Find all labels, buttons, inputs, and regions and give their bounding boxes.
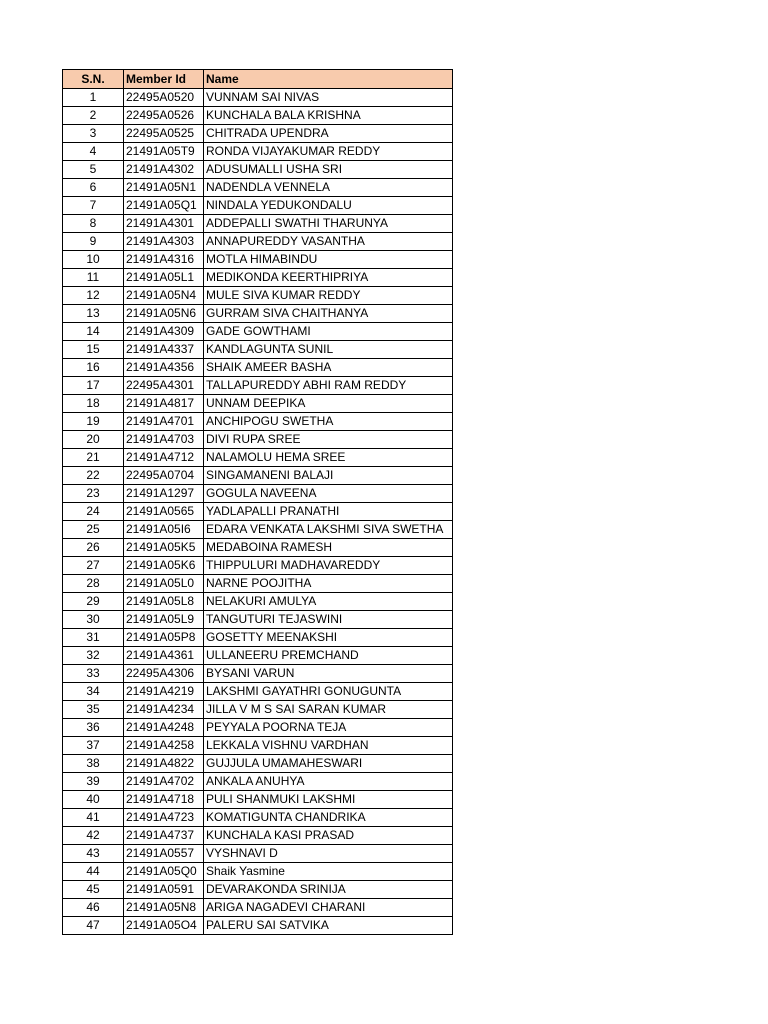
member-id-cell: 21491A0557	[124, 845, 204, 863]
table-row	[63, 863, 453, 881]
table-row	[63, 287, 453, 305]
member-id-cell: 21491A4316	[124, 251, 204, 269]
member-id-cell: 21491A05L1	[124, 269, 204, 287]
table-row	[63, 503, 453, 521]
table-row	[63, 809, 453, 827]
serial-number-cell: 26	[63, 539, 124, 557]
table-row	[63, 269, 453, 287]
serial-number-cell: 23	[63, 485, 124, 503]
name-cell: ANCHIPOGU SWETHA	[204, 413, 453, 431]
name-cell: SHAIK AMEER BASHA	[204, 359, 453, 377]
table-row	[63, 341, 453, 359]
name-cell: Shaik Yasmine	[204, 863, 453, 881]
member-id-cell: 22495A4301	[124, 377, 204, 395]
member-id-cell: 21491A4723	[124, 809, 204, 827]
name-cell: NINDALA YEDUKONDALU	[204, 197, 453, 215]
name-cell: PULI SHANMUKI LAKSHMI	[204, 791, 453, 809]
table-row	[63, 593, 453, 611]
serial-number-cell: 25	[63, 521, 124, 539]
member-id-cell: 21491A05N1	[124, 179, 204, 197]
table-row	[63, 449, 453, 467]
serial-number-cell: 14	[63, 323, 124, 341]
member-id-cell: 21491A4309	[124, 323, 204, 341]
serial-number-cell: 8	[63, 215, 124, 233]
member-id-cell: 21491A05K6	[124, 557, 204, 575]
name-cell: RONDA VIJAYAKUMAR REDDY	[204, 143, 453, 161]
serial-number-cell: 31	[63, 629, 124, 647]
table-row	[63, 881, 453, 899]
serial-number-cell: 27	[63, 557, 124, 575]
name-cell: PALERU SAI SATVIKA	[204, 917, 453, 935]
table-row	[63, 827, 453, 845]
table-row	[63, 791, 453, 809]
member-id-cell: 22495A0526	[124, 107, 204, 125]
serial-number-cell: 40	[63, 791, 124, 809]
name-cell: MULE SIVA KUMAR REDDY	[204, 287, 453, 305]
name-cell: CHITRADA UPENDRA	[204, 125, 453, 143]
table-row	[63, 89, 453, 107]
member-id-cell: 21491A05L0	[124, 575, 204, 593]
table-row	[63, 161, 453, 179]
table-row	[63, 431, 453, 449]
table-row	[63, 755, 453, 773]
table-row	[63, 701, 453, 719]
member-id-cell: 21491A0591	[124, 881, 204, 899]
table-row	[63, 629, 453, 647]
member-id-cell: 21491A05I6	[124, 521, 204, 539]
name-cell: GOSETTY MEENAKSHI	[204, 629, 453, 647]
name-cell: ANNAPUREDDY VASANTHA	[204, 233, 453, 251]
member-id-cell: 21491A0565	[124, 503, 204, 521]
serial-number-cell: 47	[63, 917, 124, 935]
table-row	[63, 179, 453, 197]
name-cell: MEDIKONDA KEERTHIPRIYA	[204, 269, 453, 287]
member-id-cell: 21491A05P8	[124, 629, 204, 647]
serial-number-cell: 36	[63, 719, 124, 737]
serial-number-cell: 22	[63, 467, 124, 485]
serial-number-cell: 29	[63, 593, 124, 611]
member-id-cell: 21491A4337	[124, 341, 204, 359]
table-body	[63, 89, 453, 935]
serial-number-cell: 21	[63, 449, 124, 467]
member-id-cell: 21491A05O4	[124, 917, 204, 935]
table-row	[63, 323, 453, 341]
member-id-cell: 21491A4356	[124, 359, 204, 377]
name-cell: NALAMOLU HEMA SREE	[204, 449, 453, 467]
serial-number-cell: 37	[63, 737, 124, 755]
table-row	[63, 251, 453, 269]
name-cell: VYSHNAVI D	[204, 845, 453, 863]
serial-number-cell: 44	[63, 863, 124, 881]
table-row	[63, 521, 453, 539]
member-id-cell: 21491A4302	[124, 161, 204, 179]
serial-number-cell: 32	[63, 647, 124, 665]
serial-number-cell: 3	[63, 125, 124, 143]
name-cell: LAKSHMI GAYATHRI GONUGUNTA	[204, 683, 453, 701]
name-cell: SINGAMANENI BALAJI	[204, 467, 453, 485]
name-cell: NADENDLA VENNELA	[204, 179, 453, 197]
table-row	[63, 665, 453, 683]
member-id-cell: 21491A05Q1	[124, 197, 204, 215]
name-cell: VUNNAM SAI NIVAS	[204, 89, 453, 107]
member-id-cell: 21491A05L8	[124, 593, 204, 611]
member-id-cell: 21491A4248	[124, 719, 204, 737]
name-cell: NARNE POOJITHA	[204, 575, 453, 593]
serial-number-cell: 45	[63, 881, 124, 899]
serial-number-cell: 34	[63, 683, 124, 701]
table-row	[63, 647, 453, 665]
name-cell: EDARA VENKATA LAKSHMI SIVA SWETHA	[204, 521, 453, 539]
table-row	[63, 773, 453, 791]
name-cell: UNNAM DEEPIKA	[204, 395, 453, 413]
serial-number-cell: 16	[63, 359, 124, 377]
table-row	[63, 413, 453, 431]
table-row	[63, 485, 453, 503]
name-cell: TANGUTURI TEJASWINI	[204, 611, 453, 629]
table-row	[63, 575, 453, 593]
member-id-cell: 21491A4737	[124, 827, 204, 845]
table-row	[63, 467, 453, 485]
name-cell: KANDLAGUNTA SUNIL	[204, 341, 453, 359]
table-row	[63, 899, 453, 917]
name-cell: LEKKALA VISHNU VARDHAN	[204, 737, 453, 755]
name-cell: MOTLA HIMABINDU	[204, 251, 453, 269]
serial-number-cell: 18	[63, 395, 124, 413]
name-cell: KOMATIGUNTA CHANDRIKA	[204, 809, 453, 827]
column-header-member-id: Member Id	[124, 70, 204, 89]
name-cell: MEDABOINA RAMESH	[204, 539, 453, 557]
serial-number-cell: 2	[63, 107, 124, 125]
column-header-sn: S.N.	[63, 70, 124, 89]
serial-number-cell: 46	[63, 899, 124, 917]
table-row	[63, 197, 453, 215]
member-id-cell: 21491A05Q0	[124, 863, 204, 881]
table-row	[63, 305, 453, 323]
name-cell: GUJJULA UMAMAHESWARI	[204, 755, 453, 773]
serial-number-cell: 35	[63, 701, 124, 719]
name-cell: THIPPULURI MADHAVAREDDY	[204, 557, 453, 575]
member-id-cell: 22495A0520	[124, 89, 204, 107]
table-row	[63, 359, 453, 377]
serial-number-cell: 39	[63, 773, 124, 791]
member-id-cell: 21491A05L9	[124, 611, 204, 629]
name-cell: ARIGA NAGADEVI CHARANI	[204, 899, 453, 917]
member-id-cell: 21491A4701	[124, 413, 204, 431]
name-cell: ANKALA ANUHYA	[204, 773, 453, 791]
member-id-cell: 21491A4258	[124, 737, 204, 755]
table-row	[63, 845, 453, 863]
name-cell: KUNCHALA KASI PRASAD	[204, 827, 453, 845]
serial-number-cell: 38	[63, 755, 124, 773]
member-table	[62, 69, 453, 935]
table-header	[63, 70, 453, 89]
serial-number-cell: 15	[63, 341, 124, 359]
member-id-cell: 21491A4703	[124, 431, 204, 449]
serial-number-cell: 41	[63, 809, 124, 827]
name-cell: GURRAM SIVA CHAITHANYA	[204, 305, 453, 323]
serial-number-cell: 42	[63, 827, 124, 845]
serial-number-cell: 28	[63, 575, 124, 593]
serial-number-cell: 9	[63, 233, 124, 251]
name-cell: NELAKURI AMULYA	[204, 593, 453, 611]
table-row	[63, 611, 453, 629]
member-id-cell: 21491A1297	[124, 485, 204, 503]
serial-number-cell: 10	[63, 251, 124, 269]
member-id-cell: 21491A05K5	[124, 539, 204, 557]
table-row	[63, 683, 453, 701]
name-cell: DIVI RUPA SREE	[204, 431, 453, 449]
member-id-cell: 21491A4219	[124, 683, 204, 701]
member-id-cell: 21491A05N6	[124, 305, 204, 323]
member-id-cell: 21491A4361	[124, 647, 204, 665]
serial-number-cell: 4	[63, 143, 124, 161]
member-id-cell: 21491A4718	[124, 791, 204, 809]
table-row	[63, 557, 453, 575]
member-id-cell: 21491A05N8	[124, 899, 204, 917]
header-row	[63, 70, 453, 89]
serial-number-cell: 11	[63, 269, 124, 287]
name-cell: GADE GOWTHAMI	[204, 323, 453, 341]
member-id-cell: 21491A4301	[124, 215, 204, 233]
name-cell: GOGULA NAVEENA	[204, 485, 453, 503]
serial-number-cell: 19	[63, 413, 124, 431]
member-id-cell: 21491A4822	[124, 755, 204, 773]
table-row	[63, 917, 453, 935]
name-cell: ADUSUMALLI USHA SRI	[204, 161, 453, 179]
serial-number-cell: 13	[63, 305, 124, 323]
member-id-cell: 22495A4306	[124, 665, 204, 683]
serial-number-cell: 20	[63, 431, 124, 449]
name-cell: DEVARAKONDA SRINIJA	[204, 881, 453, 899]
table-row	[63, 107, 453, 125]
member-id-cell: 21491A05N4	[124, 287, 204, 305]
serial-number-cell: 43	[63, 845, 124, 863]
table-row	[63, 737, 453, 755]
table-row	[63, 719, 453, 737]
name-cell: PEYYALA POORNA TEJA	[204, 719, 453, 737]
serial-number-cell: 5	[63, 161, 124, 179]
member-id-cell: 21491A4303	[124, 233, 204, 251]
column-header-name: Name	[204, 70, 453, 89]
serial-number-cell: 12	[63, 287, 124, 305]
serial-number-cell: 24	[63, 503, 124, 521]
member-id-cell: 21491A4702	[124, 773, 204, 791]
table-row	[63, 215, 453, 233]
table-row	[63, 539, 453, 557]
serial-number-cell: 17	[63, 377, 124, 395]
serial-number-cell: 1	[63, 89, 124, 107]
name-cell: JILLA V M S SAI SARAN KUMAR	[204, 701, 453, 719]
member-id-cell: 22495A0704	[124, 467, 204, 485]
table-row	[63, 377, 453, 395]
name-cell: ULLANEERU PREMCHAND	[204, 647, 453, 665]
name-cell: KUNCHALA BALA KRISHNA	[204, 107, 453, 125]
serial-number-cell: 33	[63, 665, 124, 683]
member-id-cell: 21491A4234	[124, 701, 204, 719]
member-id-cell: 21491A05T9	[124, 143, 204, 161]
name-cell: ADDEPALLI SWATHI THARUNYA	[204, 215, 453, 233]
name-cell: YADLAPALLI PRANATHI	[204, 503, 453, 521]
table-row	[63, 143, 453, 161]
name-cell: BYSANI VARUN	[204, 665, 453, 683]
serial-number-cell: 7	[63, 197, 124, 215]
table-row	[63, 233, 453, 251]
member-id-cell: 21491A4817	[124, 395, 204, 413]
serial-number-cell: 6	[63, 179, 124, 197]
name-cell: TALLAPUREDDY ABHI RAM REDDY	[204, 377, 453, 395]
serial-number-cell: 30	[63, 611, 124, 629]
member-id-cell: 22495A0525	[124, 125, 204, 143]
table-row	[63, 395, 453, 413]
table-row	[63, 125, 453, 143]
member-id-cell: 21491A4712	[124, 449, 204, 467]
